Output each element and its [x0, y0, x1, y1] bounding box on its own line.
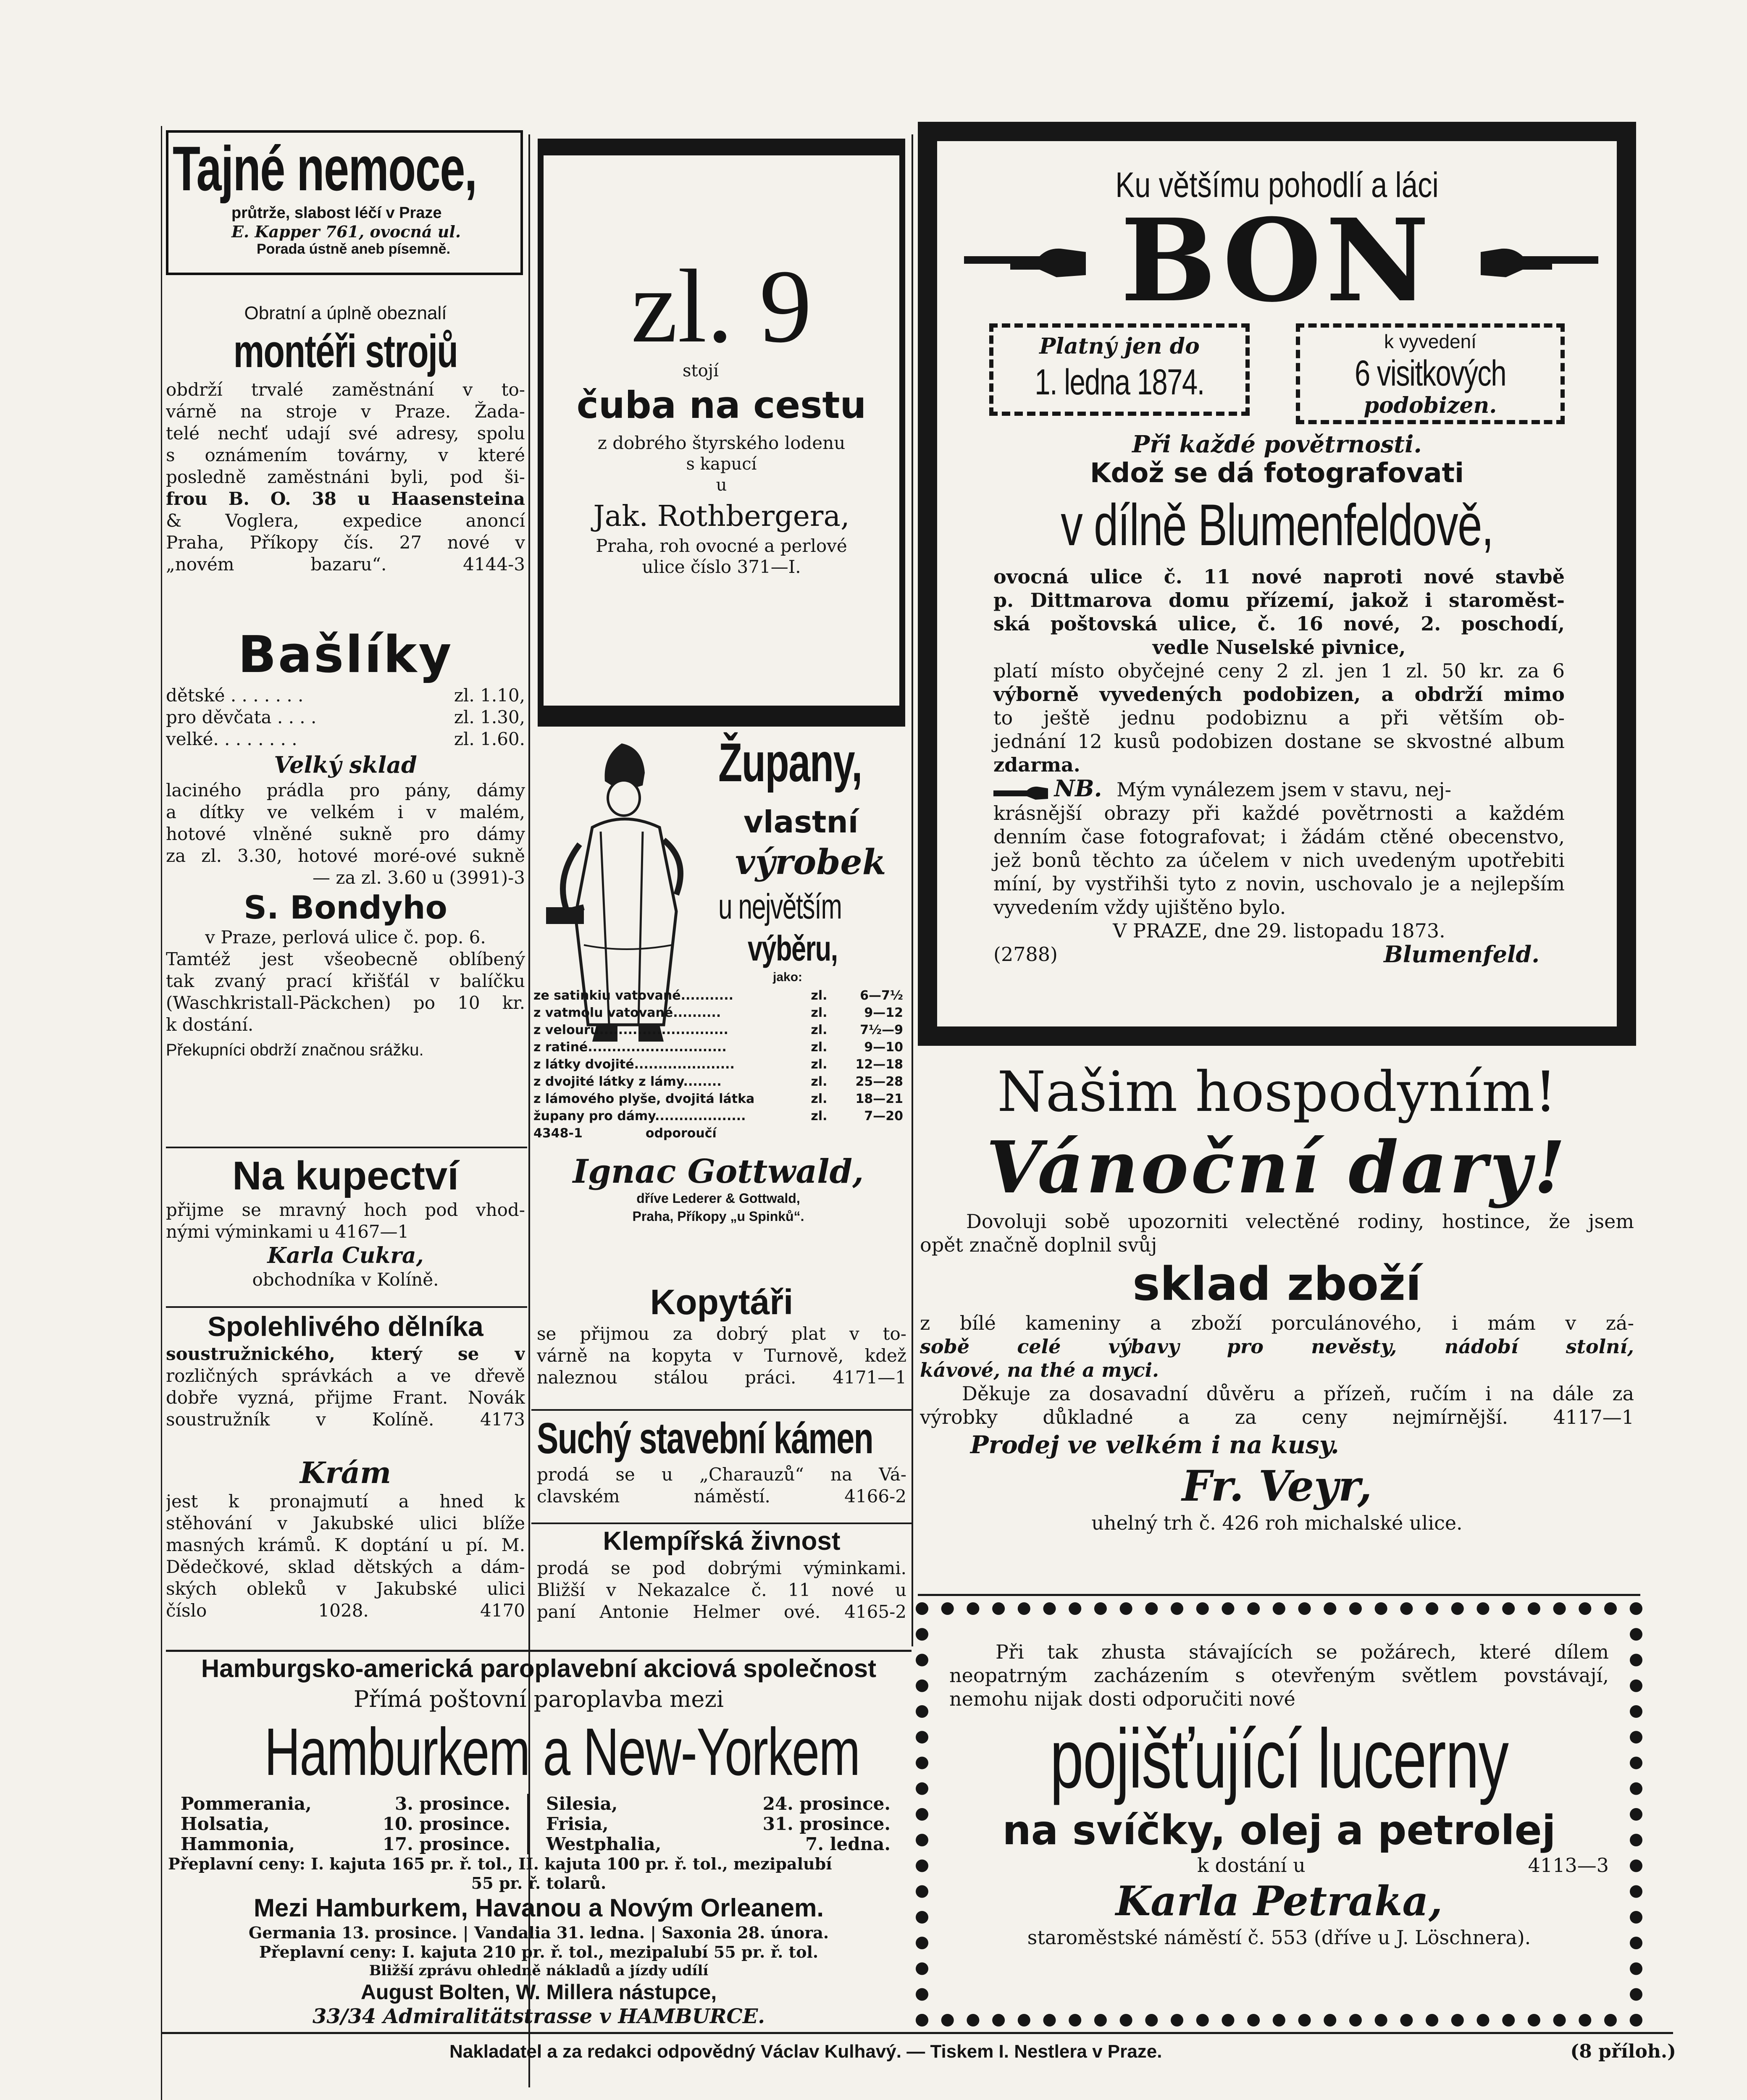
lucerny-body-line: nemohu nijak dosti odporučiti nové [949, 1688, 1295, 1710]
price-label: dětské . . . . . . . [166, 685, 304, 706]
vanoce-b2-line: sobě celé výbavy pro nevěsty, nádobí stolní, [920, 1335, 1634, 1358]
cuba-line-3: u [716, 475, 727, 495]
bon-nb-line: krásnější obrazy při každé povětrnosti a každém [993, 802, 1565, 824]
bon-code: (2788) [993, 943, 1058, 966]
zupan-price: 6—7½ [860, 988, 903, 1003]
cuba-bottom-bar [538, 706, 905, 727]
vanoce-prodej: Prodej ve velkém i na kusy. [970, 1431, 1339, 1459]
ad-hamburg-amerika [168, 1653, 909, 2031]
basliky-line: k dostání. [166, 1014, 254, 1035]
hamburg-title: Hamburkem a New-Yorkem [264, 1714, 860, 1789]
kram-line: Dědečkové, sklad dětských a dám- [166, 1557, 525, 1577]
monteri-line: „novém bazaru“. 4144-3 [166, 554, 525, 575]
hamburg-schedule [168, 1794, 909, 1854]
basliky-line: tak zvaný prací křišťál v balíčku [166, 971, 525, 991]
zupany-jako: jako: [773, 970, 803, 984]
basliky-note: Překupníci obdrží značnou srážku. [166, 1041, 424, 1059]
bon-body-line: vedle Nuselské pivnice, [1152, 636, 1406, 659]
ad-vanocni-dary [920, 1058, 1634, 1596]
zupan-item: z lámového plyše, dvojitá látka [533, 1092, 755, 1106]
vanoce-title: Vánoční dary! [986, 1126, 1568, 1210]
monteri-body [166, 379, 525, 575]
klemp-title: Klempířská živnost [603, 1527, 841, 1556]
kram-title: Krám [299, 1455, 391, 1490]
tajne-title: Tajné nemoce, [173, 133, 477, 204]
zupan-price: 9—12 [864, 1005, 903, 1020]
monteri-line: & Voglera, expedice anoncí [166, 510, 525, 531]
zupan-item: z vatmolu vatované.......... [533, 1005, 721, 1020]
bon-body-line: ovocná ulice č. 11 nové naproti nové stavbě [993, 565, 1565, 588]
kamen-line: clavském náměstí. 4166-2 [537, 1486, 906, 1507]
ship-name: Hammonia, [181, 1834, 295, 1854]
cuba-line-5: ulice číslo 371—I. [642, 556, 801, 577]
price-label: pro děvčata . . . . [166, 707, 317, 727]
monteri-intro: Obratní a úplně obeznalí [244, 303, 447, 323]
hamburg-line-6: Bližší zprávu ohledně nákladů a jízdy udílí [369, 1962, 709, 1979]
bon-pointing-hand-right-icon [1481, 244, 1598, 281]
monteri-title: montéři strojů [233, 326, 458, 377]
zupany-firm: Ignac Gottwald, [573, 1152, 864, 1191]
cuba-title: čuba na cestu [576, 383, 867, 427]
monteri-line: várně na stroje v Praze. Žada- [166, 401, 525, 422]
hamburg-line-8: 33/34 Admiralitätstrasse v HAMBURCE. [313, 2005, 765, 2028]
bon-body-line: platí místo obyčejné ceny 2 zl. jen 1 zl. 50 kr. za 6 [993, 659, 1565, 682]
zupan-item: z dvojité látky z lámy........ [533, 1074, 722, 1089]
zupan-zl: zl. [811, 1023, 828, 1037]
bon-body-line: to ještě jednu podobiznu a při větším ob- [993, 706, 1565, 729]
ship-name: Westphalia, [546, 1834, 662, 1854]
basliky-line: a dítky ve velkém i v malém, [166, 802, 525, 822]
vanoce-b3-line: výrobky důkladné a za ceny nejmírnější. 4117—1 [920, 1406, 1634, 1428]
kamen-title: Suchý stavební kámen [537, 1414, 873, 1463]
bon-body [993, 565, 1565, 966]
kram-line: jest k pronajmutí a hned k [166, 1491, 525, 1512]
zupany-title: Župany, [718, 732, 862, 793]
klemp-line: Bližší v Nekazalce č. 11 nové u [537, 1580, 906, 1600]
zupan-price: 9—10 [864, 1040, 903, 1055]
left-margin-rule [161, 126, 162, 2100]
ship-name: Frisia, [546, 1814, 609, 1834]
basliky-title: Bašlíky [238, 626, 453, 684]
zupany-vyberu: výběru, [748, 929, 838, 968]
zupany-vlastni: vlastní [743, 804, 859, 840]
vanoce-sklad: sklad zboží [1132, 1257, 1421, 1311]
lucerny-kdostani: k dostání u [1197, 1854, 1306, 1877]
bon-nb-hand-icon [993, 783, 1048, 800]
divider [166, 1147, 527, 1148]
imprint-supplements: (8 příloh.) [1570, 2041, 1676, 2062]
zupan-zl: zl. [811, 1109, 828, 1124]
divider [166, 1306, 527, 1308]
bon-box-valid [989, 323, 1250, 416]
bon-box-visitky [1296, 323, 1565, 424]
ship-name: Pommerania, [181, 1793, 312, 1814]
zupan-item: z ratiné............................. [533, 1040, 727, 1055]
hamburg-line-5: Přeplavní ceny: I. kajuta 210 pr. ř. tol., mezipalubí 55 pr. ř. tol. [259, 1942, 819, 1961]
ship-date: 3. prosince. [394, 1793, 510, 1814]
monteri-line: frou B. O. 38 u Haasensteina [166, 488, 525, 509]
divider [918, 1594, 1640, 1596]
cuba-stoji: stojí [683, 361, 719, 381]
lucerny-body-line: neopatrným zacházením s otevřeným světlem povstávají, [949, 1664, 1609, 1687]
bon-nb-line: míní, by vystřihši tyto z novin, uschovalo je a nejlepším [993, 872, 1565, 895]
delnik-line: rozličných správkách a ve dřevě [166, 1365, 525, 1386]
zupan-zl: zl. [811, 1074, 828, 1089]
kupectvi-line: přijme se mravný hoch pod vhod- [166, 1200, 525, 1220]
ad-kopytari [537, 1281, 906, 1403]
basliky-firm: S. Bondyho [244, 889, 447, 926]
kopytari-line: se přijmou za dobrý plat v to- [537, 1323, 906, 1344]
ad-bon-blumenfeld [918, 122, 1636, 1046]
cuba-line-1: z dobrého štyrského lodenu [597, 433, 846, 453]
tajne-line-3: Porada ústně aneb písemně. [257, 241, 451, 257]
basliky-line: Tamtéž jest všeobecně oblíbený [166, 949, 525, 969]
zupany-code: 4348-1 [533, 1126, 583, 1141]
ship-date: 31. prosince. [762, 1814, 891, 1834]
zupany-vyrobek: výrobek [735, 842, 886, 882]
bon-line-2: Při každé povětrnosti. [1132, 430, 1422, 458]
ship-name: Silesia, [546, 1793, 618, 1814]
zupan-price: 7½—9 [860, 1023, 903, 1037]
zupan-item: ze satinkiu vatované........... [533, 988, 733, 1003]
cuba-line-4: Praha, roh ovocné a perlové [596, 536, 847, 556]
basliky-line: laciného prádla pro pány, dámy [166, 780, 525, 801]
bon-box2-line2: 6 visitkových [1355, 353, 1506, 394]
kopytari-line: naleznou stálou práci. 4171—1 [537, 1367, 906, 1388]
cuba-price: zl. 9 [631, 248, 812, 365]
basliky-line: — za zl. 3.60 u (3991)-3 [313, 867, 525, 888]
hamburg-prices-1: Přeplavní ceny: I. kajuta 165 pr. ř. tol., II. kajuta 100 pr. ř. tol., mezipalubí [168, 1854, 832, 1873]
kram-line: ských obleků v Jakubské ulici [166, 1578, 525, 1599]
bon-body-line: zdarma. [993, 753, 1080, 776]
zupan-item: z látky dvojité..................... [533, 1057, 735, 1072]
imprint-text: Nakladatel a za redakci odpovědný Václav Kulhavý. — Tiskem I. Nestlera v Praze. [449, 2041, 1162, 2062]
bon-line-3: Kdož se dá fotografovati [1090, 458, 1464, 489]
bon-nb-line: jež bonů těchto za účelem v nich uvedeným upotřebiti [993, 849, 1565, 872]
bon-line-1: Ku většímu pohodlí a láci [1115, 165, 1439, 205]
ship-date: 10. prosince. [382, 1814, 510, 1834]
monteri-line: posledně zaměstnáni byli, pod ši- [166, 467, 525, 487]
bon-body-line: ská poštovská ulice, č. 16 nové, 2. poschodí, [993, 612, 1565, 635]
lucerny-code: 4113—3 [1528, 1854, 1609, 1877]
zupany-nejvetsim: u největším [718, 887, 842, 926]
zupan-item: župany pro dámy................... [533, 1109, 746, 1124]
monteri-line: obdrží trvalé zaměstnání v to- [166, 379, 525, 400]
klemp-line: prodá se pod dobrými výminkami. [537, 1558, 906, 1578]
delnik-line: dobře vyzná, přijme Frant. Novák [166, 1387, 525, 1408]
kupectvi-sub: obchodníka v Kolíně. [252, 1269, 439, 1290]
hamburg-line-1: Hamburgsko-americká paroplavební akciová společnost [201, 1654, 877, 1683]
cuba-firm: Jak. Rothbergera, [593, 500, 850, 533]
kopytari-title: Kopytáři [650, 1282, 793, 1322]
lucerny-title: pojišťující lucerny [1050, 1712, 1508, 1806]
basliky-line: za zl. 3.30, hotové moré-ové sukně [166, 845, 525, 866]
monteri-line: Praha, Příkopy čís. 27 nové v [166, 532, 525, 553]
kram-line: stěhování v Jakubské ulici blíže [166, 1513, 525, 1533]
zupan-zl: zl. [811, 1040, 828, 1055]
vanoce-b2-line: z bílé kameniny a zboží porculánového, i mám v zá- [920, 1312, 1634, 1334]
ad-kram [166, 1455, 525, 1648]
imprint-footer [164, 2037, 1676, 2075]
price-value: zl. 1.30, [454, 707, 525, 727]
price-value: zl. 1.10, [454, 685, 525, 706]
divider [166, 1650, 912, 1652]
divider [531, 1409, 912, 1411]
ad-cuba [538, 139, 905, 727]
ship-date: 24. prosince. [762, 1793, 891, 1814]
vanoce-body-line: Dovoluji sobě upozorniti velectěné rodiny, hostince, že jsem [966, 1210, 1634, 1233]
ad-kamen [537, 1413, 906, 1518]
zupan-zl: zl. [811, 988, 828, 1003]
bon-body-line: výborně vyvedených podobizen, a obdrží mimo [993, 683, 1565, 706]
bon-date: V PRAZE, dne 29. listopadu 1873. [1113, 919, 1445, 942]
cuba-line-2: s kapucí [686, 454, 757, 474]
monteri-line: s oznámením továrny, v které [166, 445, 525, 465]
hamburg-line-3: Mezi Hamburkem, Havanou a Novým Orleanem. [253, 1894, 824, 1922]
vanoce-address: uhelný trh č. 426 roh michalské ulice. [1091, 1512, 1463, 1534]
ad-klempirska [537, 1525, 906, 1647]
vanoce-firm: Fr. Veyr, [1182, 1461, 1372, 1511]
bon-box1-line1: Platný jen do [1039, 333, 1200, 359]
lucerny-firm: Karla Petraka, [1115, 1877, 1443, 1925]
bon-body-line: jednání 12 kusů podobizen dostane se skvostné album [993, 730, 1565, 753]
monteri-line: telé nechť udají své adresy, spolu [166, 423, 525, 444]
klemp-line: paní Antonie Helmer ové. 4165-2 [537, 1601, 906, 1622]
column-rule-2 [912, 134, 913, 1646]
zupan-price: 12—18 [855, 1057, 903, 1072]
ad-delnik [166, 1310, 525, 1452]
bon-body-line: p. Dittmarova domu přízemí, jakož i staroměst- [993, 589, 1565, 612]
vanoce-b2-line: kávové, na thé a myci. [920, 1359, 1159, 1381]
divider [531, 1522, 912, 1524]
vanoce-line-1: Našim hospodyním! [997, 1060, 1557, 1124]
zupany-odporuci: odporoučí [645, 1126, 717, 1141]
kram-line: masných krámů. K doptání u pí. M. [166, 1535, 525, 1555]
zupany-sub-2: Praha, Příkopy „u Spinků“. [632, 1209, 804, 1224]
bon-box2-line1: k vyvedení [1384, 331, 1476, 352]
zupan-zl: zl. [811, 1057, 828, 1072]
tajne-line-2: E. Kapper 761, ovocná ul. [231, 222, 461, 241]
hamburg-line-7: August Bolten, W. Millera nástupce, [360, 1980, 717, 2004]
ad-tajne-nemoce [166, 130, 523, 281]
cuba-top-bar [538, 139, 905, 155]
kupectvi-firm: Karla Cukra, [267, 1243, 424, 1268]
ad-monteri [166, 302, 525, 622]
bon-nb-line: Mým vynálezem jsem v stavu, nej- [1117, 778, 1452, 801]
ship-name: Holsatia, [181, 1814, 270, 1834]
ad-basliky [166, 626, 525, 1147]
price-label: velké. . . . . . . . [166, 729, 297, 749]
vanoce-body-line: opět značně doplnil svůj [920, 1234, 1157, 1256]
zupan-price: 18—21 [855, 1092, 903, 1106]
bon-signature: Blumenfeld. [1384, 941, 1539, 968]
bon-line-4: v dílně Blumenfeldově, [1061, 492, 1493, 558]
ad-na-kupectvi [166, 1153, 525, 1308]
bon-box2-line3: podobizen. [1363, 393, 1497, 418]
ship-date: 7. ledna. [805, 1834, 891, 1854]
bon-nb-line: vyvedením vždy ujištěno bylo. [993, 896, 1286, 919]
hamburg-line-2: Přímá poštovní paroplavba mezi [353, 1686, 724, 1712]
hamburg-prices-1b: 55 pr. ř. tolarů. [471, 1874, 607, 1893]
zupan-price: 25—28 [855, 1074, 903, 1089]
zupany-sub-1: dříve Lederer & Gottwald, [636, 1191, 800, 1206]
ad-zupany [533, 731, 907, 1277]
bon-nb: NB. [1054, 775, 1102, 802]
delnik-line: soustružnického, který se v [166, 1344, 525, 1364]
kopytari-line: várně na kopyta v Turnově, kdež [537, 1345, 906, 1366]
zupan-price: 7—20 [864, 1109, 903, 1124]
zupan-item: z velouru........................... [533, 1023, 728, 1037]
basliky-address: v Praze, perlová ulice č. pop. 6. [205, 927, 486, 948]
zupany-price-list [533, 987, 903, 1142]
basliky-line: hotové vlněné sukně pro dámy [166, 824, 525, 844]
basliky-subtitle: Velký sklad [274, 751, 417, 778]
zupan-zl: zl. [811, 1092, 828, 1106]
lucerny-sub: na svíčky, olej a petrolej [1002, 1807, 1556, 1854]
bon-box1-line2: 1. ledna 1874. [1035, 362, 1204, 402]
lucerny-address: staroměstské náměstí č. 553 (dříve u J. Löschnera). [1027, 1926, 1531, 1949]
bon-nb-line: denním čase fotografovat; i žádám ctěné obecenstvo, [993, 825, 1565, 848]
vanoce-b3-line: Děkuje za dosavadní důvěru a přízeň, ručím i na dále za [962, 1382, 1634, 1405]
kupectvi-title: Na kupectví [232, 1153, 459, 1198]
tajne-line-1: průtrže, slabost léčí v Praze [231, 204, 442, 222]
ship-date: 17. prosince. [382, 1834, 510, 1854]
lucerny-body-line: Při tak zhusta stávajících se požárech, které dílem [996, 1641, 1609, 1663]
zupan-zl: zl. [811, 1005, 828, 1020]
delnik-title: Spolehlivého dělníka [208, 1311, 483, 1342]
footer-rule [161, 2032, 1673, 2034]
kamen-line: prodá se u „Charauzů“ na Vá- [537, 1464, 906, 1485]
kram-line: číslo 1028. 4170 [166, 1600, 525, 1621]
price-value: zl. 1.60. [454, 729, 525, 749]
hamburg-line-4: Germania 13. prosince. | Vandalia 31. ledna. | Saxonia 28. února. [248, 1923, 829, 1942]
kupectvi-line: nými výminkami u 4167—1 [166, 1221, 409, 1242]
bon-title: BON [1120, 194, 1434, 327]
basliky-line: (Waschkristall-Päckchen) po 10 kr. [166, 992, 525, 1013]
delnik-line: soustružník v Kolíně. 4173 [166, 1409, 525, 1430]
ad-lucerny [916, 1602, 1642, 2026]
